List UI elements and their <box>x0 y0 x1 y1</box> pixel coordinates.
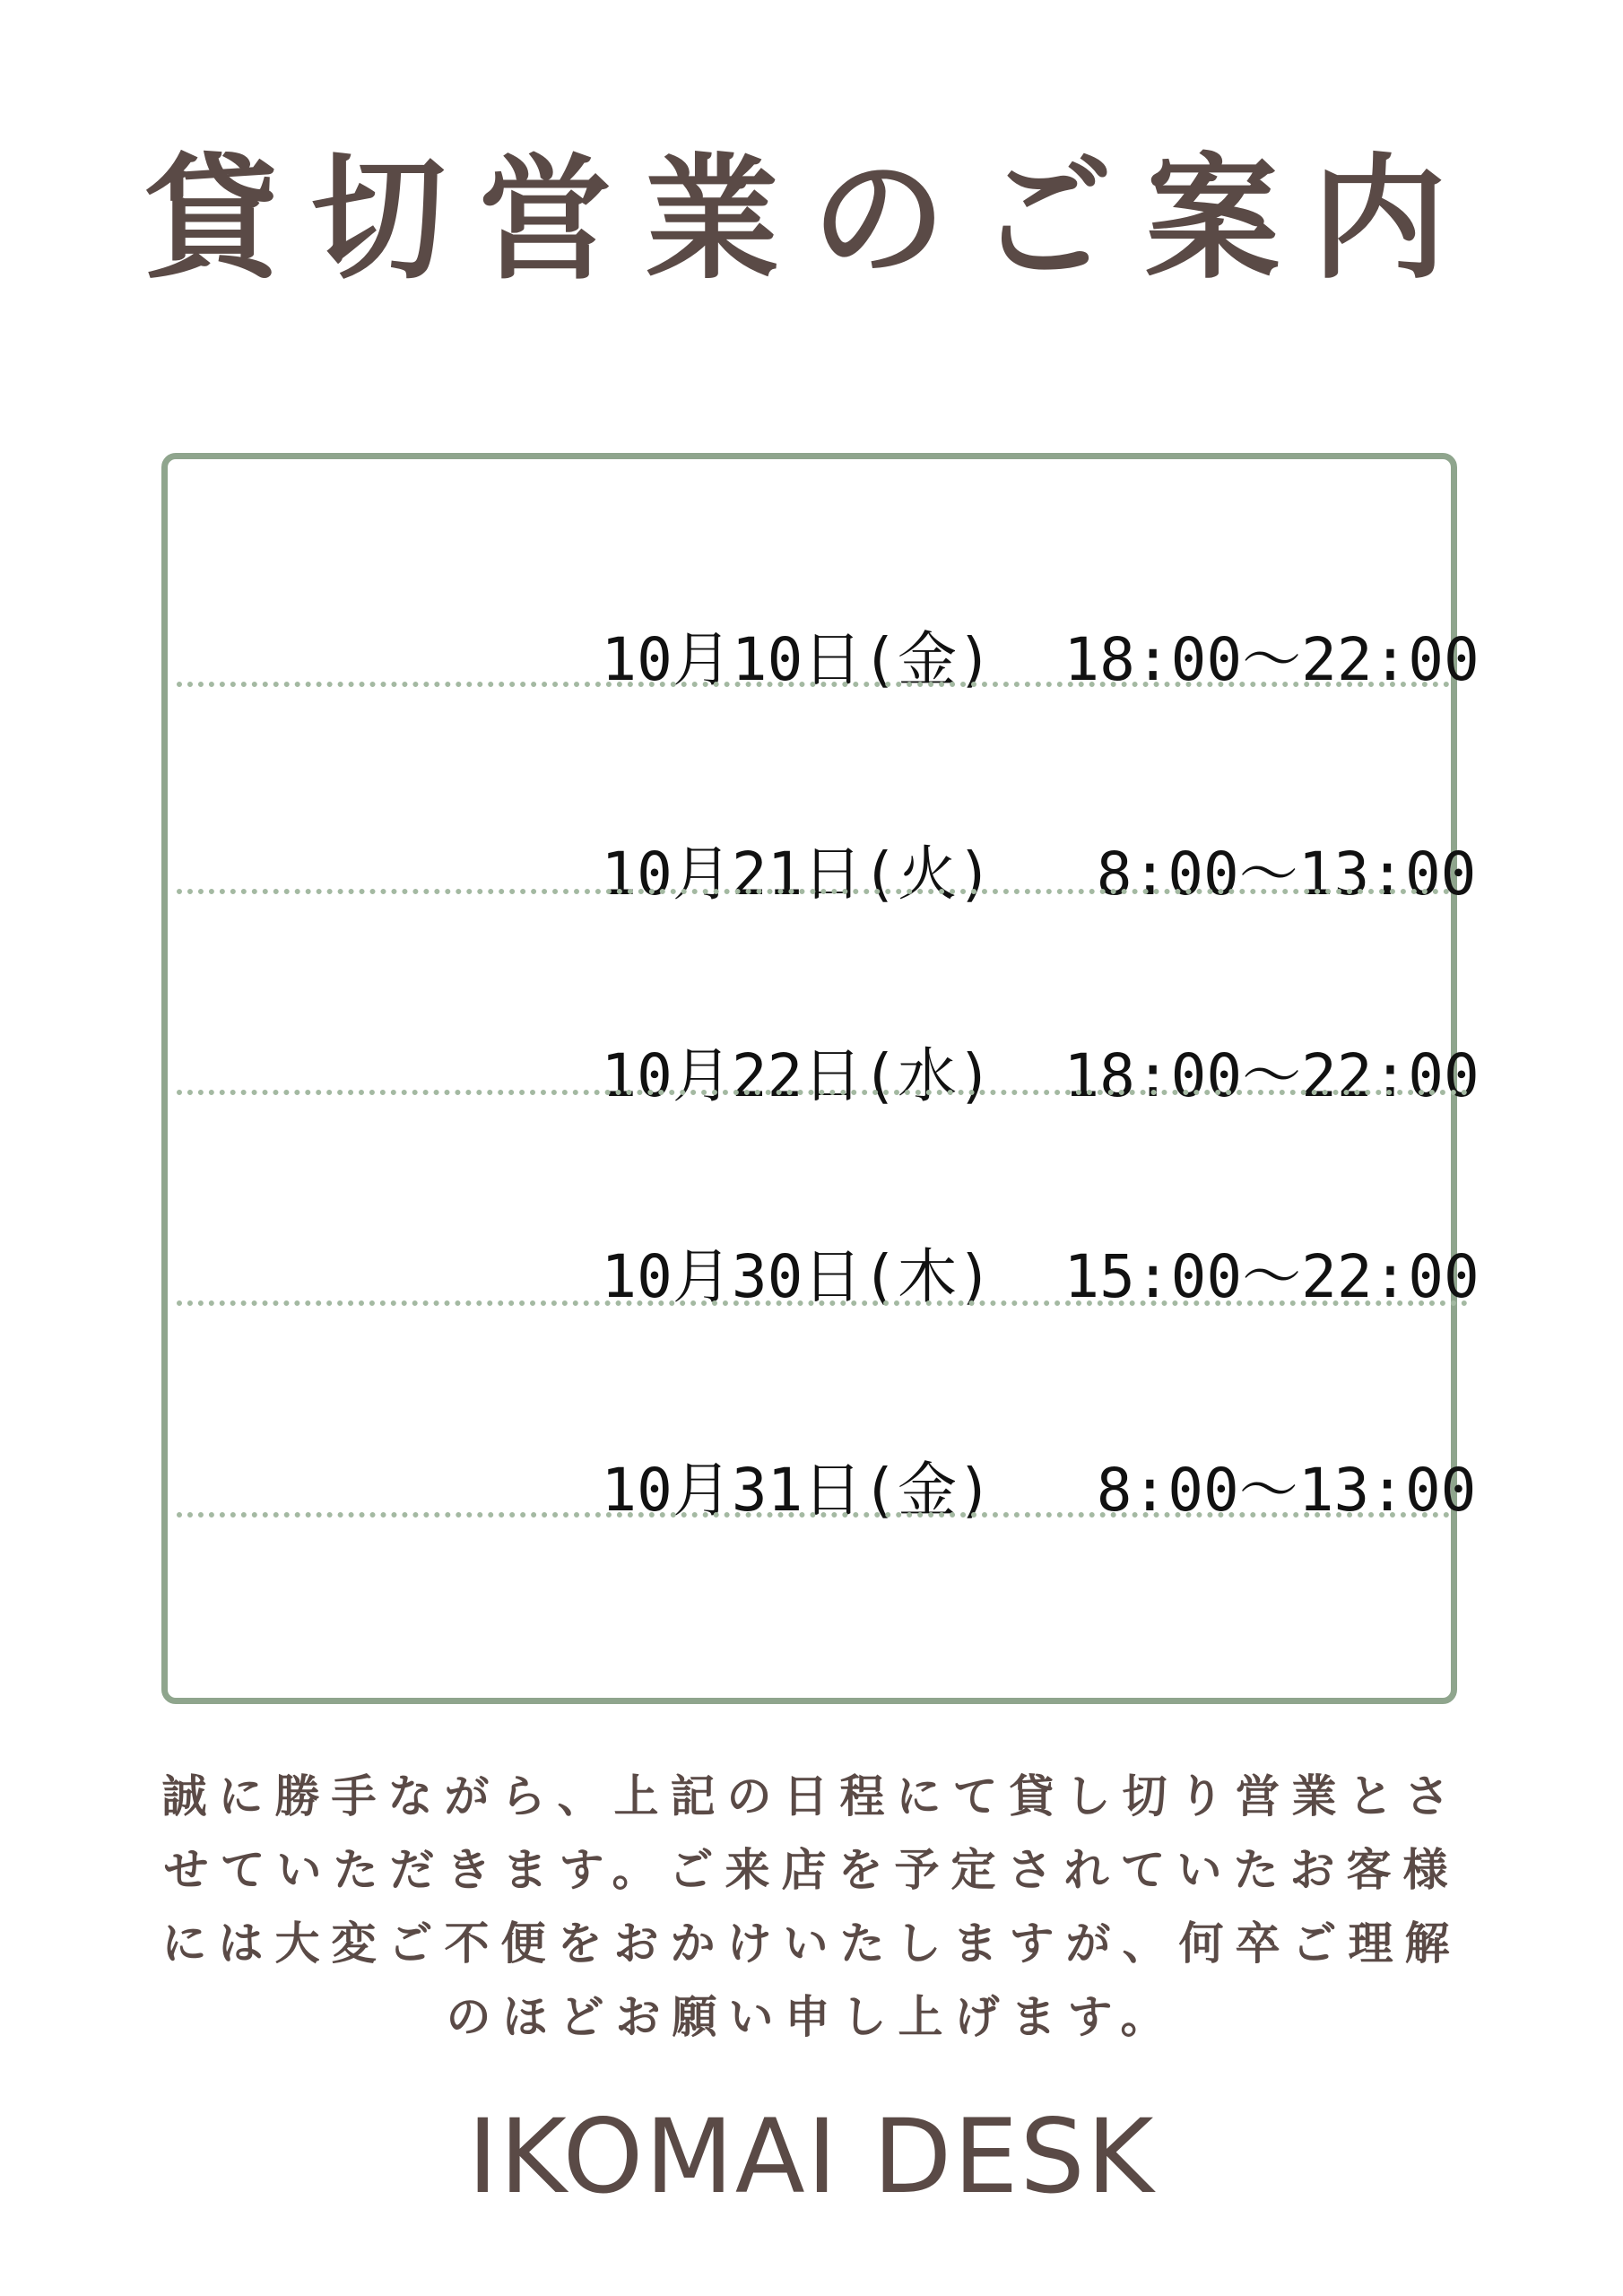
schedule-date: 10月31日(金) <box>601 1456 993 1525</box>
schedule-time: 8:00～13:00 <box>1096 1456 1477 1525</box>
notice-line: 誠に勝手ながら、上記の日程にて貸し切り営業とさ <box>161 1770 1462 1822</box>
row-divider <box>177 889 1450 894</box>
brand-name: IKOMAI DESK <box>467 2097 1156 2216</box>
notice-line: には大変ご不便をおかけいたしますが、何卒ご理解 <box>161 1918 1462 1970</box>
schedule-date: 10月21日(火) <box>601 839 993 909</box>
schedule-row <box>168 1356 1477 1525</box>
schedule-date: 10月30日(木) <box>601 1242 993 1311</box>
schedule-time: 18:00～22:00 <box>1063 625 1480 694</box>
schedule-date: 10月22日(水) <box>601 1041 993 1110</box>
notice-text <box>126 1760 1497 2054</box>
notice-line: せていただきます。ご来店を予定されていたお客様 <box>163 1844 1460 1896</box>
schedule-row <box>168 1143 1480 1311</box>
row-divider <box>177 682 1450 687</box>
schedule-row <box>168 942 1480 1110</box>
row-divider <box>177 1090 1468 1095</box>
schedule-time: 15:00～22:00 <box>1063 1242 1480 1311</box>
row-divider <box>177 1512 1450 1518</box>
schedule-time: 8:00～13:00 <box>1096 839 1477 909</box>
schedule-date: 10月10日(金) <box>601 625 993 694</box>
schedule-row <box>168 740 1477 909</box>
notice-line: のほどお願い申し上げます。 <box>446 1991 1177 2043</box>
schedule-time: 18:00～22:00 <box>1063 1041 1480 1110</box>
schedule-row <box>168 526 1480 694</box>
row-divider <box>177 1300 1468 1306</box>
page-title: 貸切営業のご案内 <box>143 142 1479 298</box>
schedule-table <box>161 453 1480 1704</box>
